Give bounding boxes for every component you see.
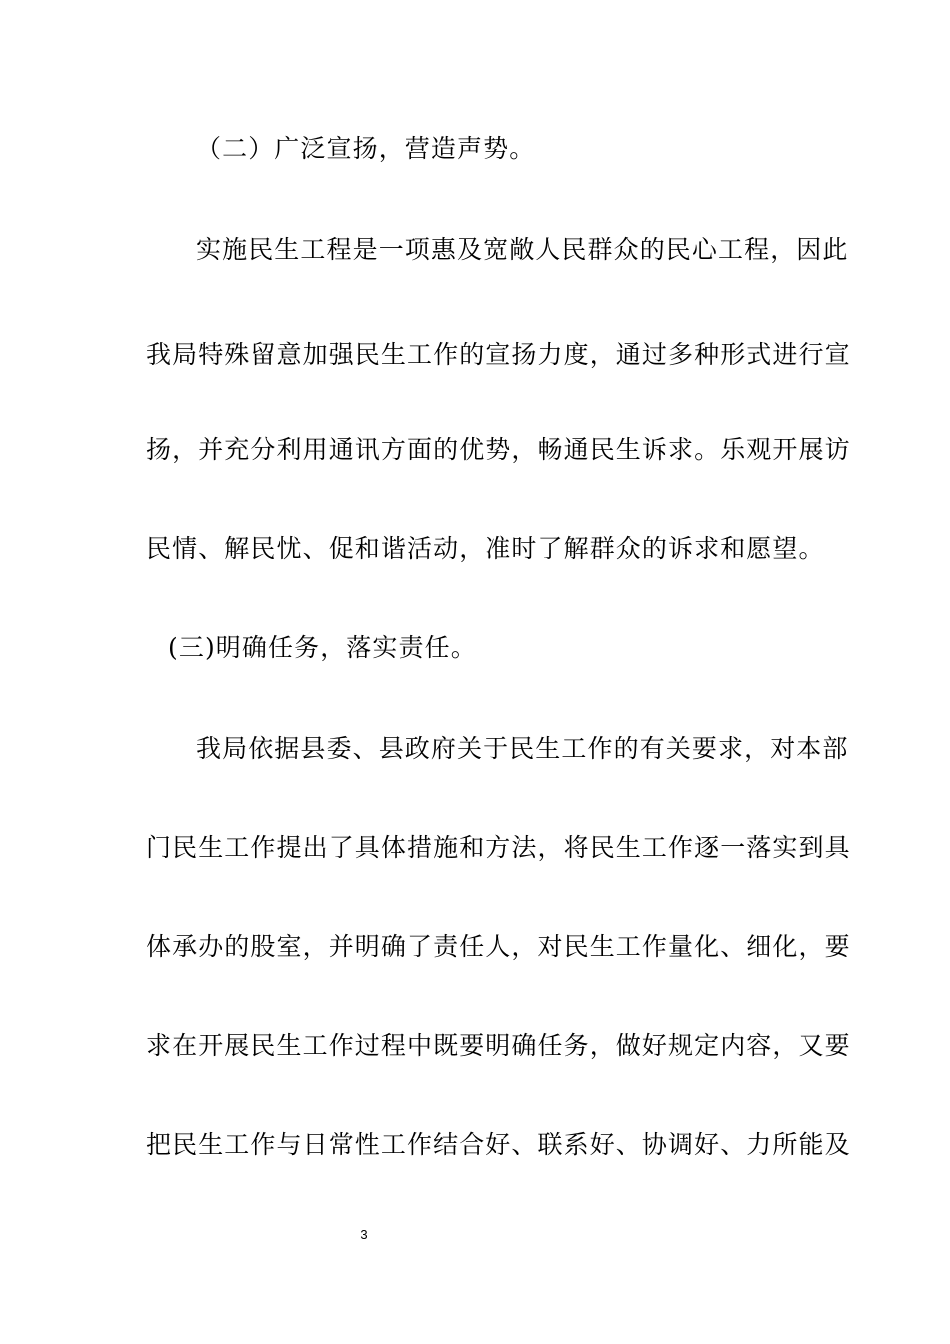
paragraph-line: 实施民生工程是一项惠及宽敞人民群众的民心工程，因此 [196,235,849,264]
page-number: 3 [360,1227,368,1242]
paragraph-line: 门民生工作提出了具体措施和方法，将民生工作逐一落实到具 [146,833,851,862]
section-heading-3: (三)明确任务，落实责任。 [168,633,477,662]
paragraph-line: 求在开展民生工作过程中既要明确任务，做好规定内容，又要 [146,1031,851,1060]
paragraph-line: 把民生工作与日常性工作结合好、联系好、协调好、力所能及 [146,1130,851,1159]
paragraph-line: 体承办的股室，并明确了责任人，对民生工作量化、细化，要 [146,932,851,961]
paragraph-line: 我局特殊留意加强民生工作的宣扬力度，通过多种形式进行宣 [146,340,851,369]
section-heading-2: （二）广泛宣扬，营造声势。 [196,134,536,163]
paragraph-line: 民情、解民忧、促和谐活动，准时了解群众的诉求和愿望。 [146,534,825,563]
paragraph-line: 我局依据县委、县政府关于民生工作的有关要求，对本部 [196,734,849,763]
paragraph-line: 扬，并充分利用通讯方面的优势，畅通民生诉求。乐观开展访 [146,435,851,464]
